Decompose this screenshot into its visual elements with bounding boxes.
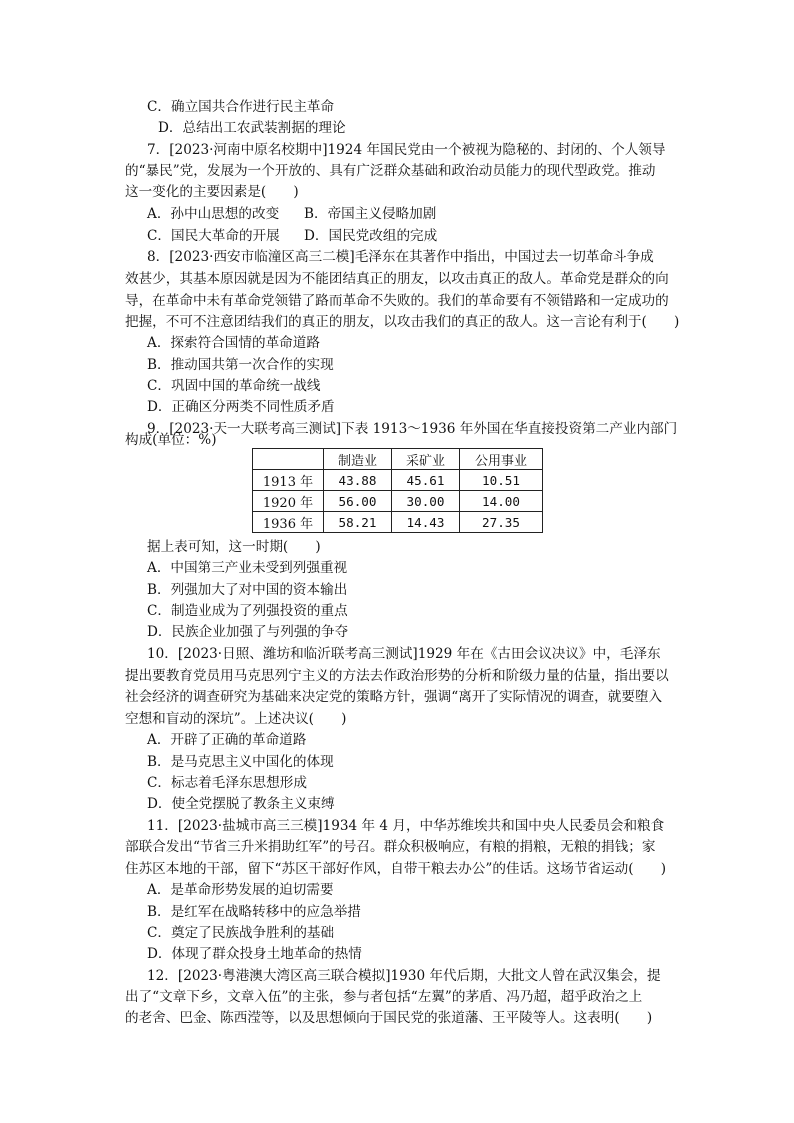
investment-table: [252, 448, 543, 533]
line-text: 提出要教育党员用马克思列宁主义的方法去作政治形势的分析和阶级力量的估量，指出要以: [125, 668, 669, 684]
question-text-line: [125, 291, 669, 311]
table-header-cell: 采矿业: [392, 449, 460, 470]
line-text: 12．[2023·粤港澳大湾区高三联合模拟]1930 年代后期，大批文人曾在武汉集会，提: [147, 968, 661, 984]
table-cell: 1936 年: [253, 512, 324, 533]
answer-option: [147, 944, 362, 964]
question-text-line: [125, 269, 669, 289]
line-text: 把握，不可不注意团结我们的真正的朋友，以攻击我们的真正的敌人。这一言论有利于( ): [125, 314, 680, 330]
question-stem: [147, 419, 677, 439]
line-text: A．孙中山思想的改变: [147, 206, 280, 222]
question-stem: [147, 247, 654, 267]
table-cell: 10.51: [460, 470, 543, 491]
question-stem: [147, 816, 664, 836]
line-text: 导，在革命中未有革命党领错了路而革命不失败的。我们的革命要有不领错路和一定成功的: [125, 293, 669, 309]
table-cell: 1913 年: [253, 470, 324, 491]
table-cell: 1920 年: [253, 491, 324, 512]
line-text: C．确立国共合作进行民主革命: [147, 99, 335, 115]
question-text-line: [125, 182, 299, 202]
line-text: D．体现了群众投身土地革命的热情: [147, 946, 362, 962]
question-text-line: [125, 987, 642, 1007]
question-stem: [147, 966, 661, 986]
line-text: C．国民大革命的开展: [147, 228, 280, 244]
answer-option: [147, 204, 437, 224]
question-text-line: [125, 837, 655, 857]
line-text: B．列强加大了对中国的资本输出: [147, 582, 348, 598]
line-text: 住苏区本地的干部，留下“苏区干部好作风，自带干粮去办公”的佳话。这场节省运动( ): [125, 861, 667, 877]
answer-option: [158, 118, 346, 138]
line-text: D．民族企业加强了与列强的争夺: [147, 624, 349, 640]
question-text-line: [125, 161, 655, 181]
table-row: [253, 512, 543, 533]
answer-option: D．国民党改组的完成: [304, 228, 438, 244]
table-header-cell: 公用事业: [460, 449, 543, 470]
table-header-row: [253, 449, 543, 470]
answer-option: [147, 880, 334, 900]
question-stem: [147, 140, 666, 160]
answer-option: [147, 794, 335, 814]
table-cell: 14.43: [392, 512, 460, 533]
table-header-cell: [253, 449, 324, 470]
line-text: 11．[2023·盐城市高三三模]1934 年 4 月，中华苏维埃共和国中央人民委员会和粮食: [147, 818, 665, 834]
answer-option: [147, 226, 438, 246]
table-row: [253, 491, 543, 512]
answer-option: [147, 558, 347, 578]
line-text: A．中国第三产业未受到列强重视: [147, 560, 348, 576]
question-text-line: [125, 709, 346, 729]
line-text: 构成(单位：%): [125, 432, 217, 448]
line-text: 10．[2023·日照、潍坊和临沂联考高三测试]1929 年在《古田会议决议》中，毛泽东: [147, 646, 661, 662]
answer-option: [147, 773, 307, 793]
table-cell: 27.35: [460, 512, 543, 533]
line-text: C．巩固中国的革命统一战线: [147, 378, 321, 394]
line-text: 的老舍、巴金、陈西滢等，以及思想倾向于国民党的张道藩、王平陵等人。这表明( ): [125, 1010, 653, 1026]
line-text: D．使全党摆脱了教条主义束缚: [147, 796, 335, 812]
line-text: 部联合发出“节省三升米捐助红军”的号召。群众积极响应，有粮的捐粮，无粮的捐钱；家: [125, 839, 656, 855]
table-cell: 30.00: [392, 491, 460, 512]
answer-option: [147, 752, 334, 772]
line-text: B．是红军在战略转移中的应急举措: [147, 904, 361, 920]
line-text: 据上表可知，这一时期( ): [147, 539, 321, 555]
question-text-line: [125, 859, 666, 879]
line-text: 社会经济的调查研究为基础来决定党的策略方针，强调“离开了实际情况的调查，就要堕入: [125, 689, 663, 705]
answer-option: [147, 537, 321, 557]
line-text: 这一变化的主要因素是( ): [125, 184, 299, 200]
table-cell: 58.21: [324, 512, 392, 533]
line-text: 出了“文章下乡，文章入伍”的主张，参与者包括“左翼”的茅盾、冯乃超，超乎政治之上: [125, 989, 643, 1005]
answer-option: [147, 355, 334, 375]
line-text: A．是革命形势发展的迫切需要: [147, 882, 334, 898]
answer-option: [147, 730, 306, 750]
answer-option: [147, 601, 348, 621]
table-cell: 43.88: [324, 470, 392, 491]
table-row: [253, 470, 543, 491]
line-text: D．正确区分两类不同性质矛盾: [147, 399, 335, 415]
answer-option: [147, 397, 335, 417]
answer-option: [147, 333, 320, 353]
question-text-line: [125, 1008, 652, 1028]
line-text: C．标志着毛泽东思想形成: [147, 775, 307, 791]
question-text-line: [125, 430, 217, 450]
table-header-cell: 制造业: [324, 449, 392, 470]
line-text: 效甚少，其基本原因就是因为不能团结真正的朋友，以攻击真正的敌人。革命党是群众的向: [125, 271, 669, 287]
line-text: B．是马克思主义中国化的体现: [147, 754, 334, 770]
answer-option: [147, 580, 347, 600]
line-text: C．制造业成为了列强投资的重点: [147, 603, 348, 619]
line-text: D．总结出工农武装割据的理论: [158, 120, 346, 136]
answer-option: [147, 376, 321, 396]
line-text: 7．[2023·河南中原名校期中]1924 年国民党由一个被视为隐秘的、封闭的、个人领导: [147, 142, 666, 158]
answer-option: B．帝国主义侵略加剧: [304, 206, 437, 222]
answer-option: [147, 97, 334, 117]
line-text: 空想和盲动的深坑”。上述决议( ): [125, 711, 347, 727]
answer-option: [147, 622, 348, 642]
table-cell: 56.00: [324, 491, 392, 512]
line-text: 的“暴民”党，发展为一个开放的、具有广泛群众基础和政治动员能力的现代型政党。推动: [125, 163, 656, 179]
line-text: B．推动国共第一次合作的实现: [147, 357, 334, 373]
question-text-line: [125, 312, 679, 332]
answer-option: [147, 902, 361, 922]
line-text: C．奠定了民族战争胜利的基础: [147, 925, 335, 941]
table-cell: 14.00: [460, 491, 543, 512]
line-text: 9．[2023·天一大联考高三测试]下表 1913～1936 年外国在华直接投资第二产业内部门: [147, 421, 678, 437]
answer-option: [147, 923, 334, 943]
question-stem: [147, 644, 661, 664]
question-text-line: [125, 687, 662, 707]
line-text: 8．[2023·西安市临潼区高三二模]毛泽东在其著作中指出，中国过去一切革命斗争成: [147, 249, 654, 265]
line-text: A．开辟了正确的革命道路: [147, 732, 307, 748]
question-text-line: [125, 666, 669, 686]
line-text: A．探索符合国情的革命道路: [147, 335, 320, 351]
table-cell: 45.61: [392, 470, 460, 491]
